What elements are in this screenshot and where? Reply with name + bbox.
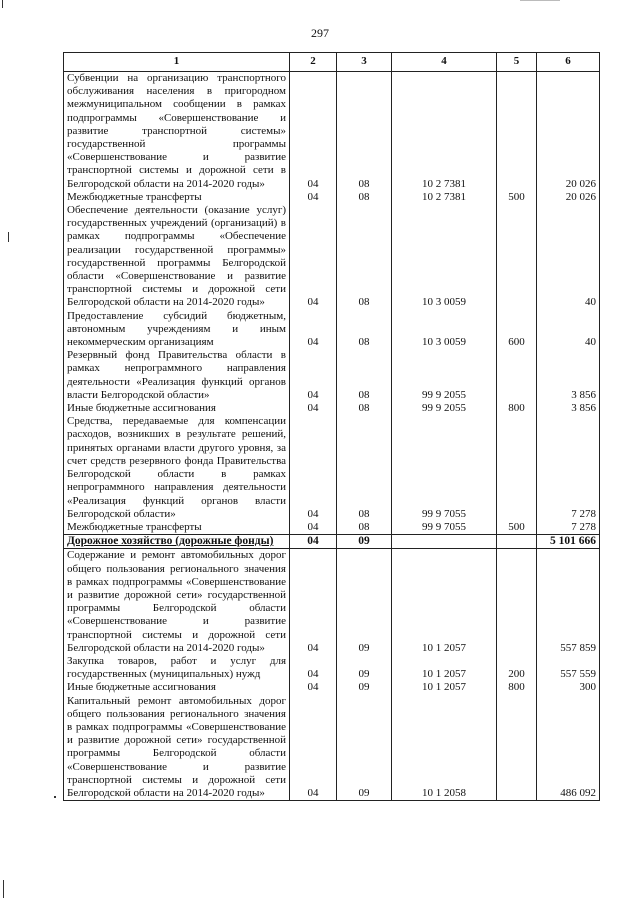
row-amount: 3 856 — [537, 402, 600, 415]
row-subsection: 08 — [337, 204, 392, 310]
table-row-section-total — [64, 535, 600, 549]
row-description: Содержание и ремонт автомобильных дорог общего пользования регионального значения в рамках подпрограммы «Совершенствование и развитие дорожной сети» государственной программы Белгородской области «Совершенствование и развитие транспортной системы и дорожной сети Белгородской области на 2014-2020 годы» — [64, 549, 290, 655]
row-expense-type: 200 — [497, 655, 537, 681]
table-row — [64, 72, 600, 191]
col-header: 6 — [537, 53, 600, 72]
row-section: 04 — [290, 655, 337, 681]
table-row — [64, 549, 600, 655]
row-subsection: 09 — [337, 655, 392, 681]
row-amount: 5 101 666 — [537, 535, 600, 549]
row-amount: 557 559 — [537, 655, 600, 681]
table-row — [64, 521, 600, 535]
row-description: Резервный фонд Правительства области в рамках непрограммного направления деятельности «Реализация функций органов власти Белгородской области» — [64, 349, 290, 402]
row-description: Межбюджетные трансферты — [64, 521, 290, 535]
col-header: 4 — [392, 53, 497, 72]
row-description: Иные бюджетные ассигнования — [64, 402, 290, 415]
row-expense-type — [497, 349, 537, 402]
row-section: 04 — [290, 549, 337, 655]
table-row — [64, 310, 600, 350]
row-description: Дорожное хозяйство (дорожные фонды) — [64, 535, 290, 549]
row-amount: 7 278 — [537, 521, 600, 535]
row-subsection: 08 — [337, 191, 392, 204]
row-expense-type: 800 — [497, 402, 537, 415]
row-subsection: 09 — [337, 549, 392, 655]
row-expense-type — [497, 415, 537, 521]
row-target-article: 10 3 0059 — [392, 204, 497, 310]
row-amount: 40 — [537, 204, 600, 310]
row-section: 04 — [290, 695, 337, 801]
row-subsection: 09 — [337, 681, 392, 694]
row-target-article: 10 2 7381 — [392, 191, 497, 204]
row-expense-type — [497, 204, 537, 310]
row-description: Предоставление субсидий бюджетным, автономным учреждениям и иным некоммерческим организациям — [64, 310, 290, 350]
row-amount: 486 092 — [537, 695, 600, 801]
col-header: 2 — [290, 53, 337, 72]
row-section: 04 — [290, 72, 337, 191]
row-target-article: 10 3 0059 — [392, 310, 497, 350]
row-amount: 7 278 — [537, 415, 600, 521]
row-expense-type: 600 — [497, 310, 537, 350]
row-subsection: 08 — [337, 72, 392, 191]
row-expense-type: 500 — [497, 521, 537, 535]
table-row — [64, 695, 600, 801]
table-row — [64, 349, 600, 402]
scan-mark-side-2 — [3, 880, 4, 898]
row-section: 04 — [290, 535, 337, 549]
row-expense-type: 800 — [497, 681, 537, 694]
row-target-article: 10 1 2058 — [392, 695, 497, 801]
table-row — [64, 402, 600, 415]
col-header: 3 — [337, 53, 392, 72]
row-amount: 300 — [537, 681, 600, 694]
row-subsection: 08 — [337, 310, 392, 350]
row-target-article: 99 9 7055 — [392, 415, 497, 521]
row-section: 04 — [290, 402, 337, 415]
row-section: 04 — [290, 681, 337, 694]
table-row — [64, 681, 600, 694]
row-amount: 20 026 — [537, 191, 600, 204]
row-target-article: 10 1 2057 — [392, 549, 497, 655]
row-expense-type — [497, 549, 537, 655]
header-row — [64, 53, 600, 72]
budget-table — [63, 52, 600, 801]
row-amount: 20 026 — [537, 72, 600, 191]
row-expense-type: 500 — [497, 191, 537, 204]
row-target-article: 10 1 2057 — [392, 655, 497, 681]
row-target-article: 99 9 7055 — [392, 521, 497, 535]
table-row — [64, 204, 600, 310]
row-description: Субвенции на организацию транспортного обслуживания населения в пригородном межмуниципальном сообщении в рамках подпрограммы «Совершенствование и развитие транспортной системы» государственной программы «Совершенствование и развитие транспортной системы и дорожной сети в Белгородской области на 2014-2020 годы» — [64, 72, 290, 191]
row-subsection: 08 — [337, 521, 392, 535]
row-section: 04 — [290, 415, 337, 521]
row-section: 04 — [290, 310, 337, 350]
row-subsection: 08 — [337, 415, 392, 521]
row-description: Закупка товаров, работ и услуг для государственных (муниципальных) нужд — [64, 655, 290, 681]
scan-mark-side-1 — [8, 232, 9, 242]
table-row — [64, 191, 600, 204]
table-row — [64, 415, 600, 521]
row-amount: 40 — [537, 310, 600, 350]
row-target-article: 99 9 2055 — [392, 402, 497, 415]
row-target-article: 99 9 2055 — [392, 349, 497, 402]
scan-mark-left — [2, 0, 3, 8]
row-subsection: 09 — [337, 695, 392, 801]
row-description: Межбюджетные трансферты — [64, 191, 290, 204]
row-target-article: 10 2 7381 — [392, 72, 497, 191]
col-header: 5 — [497, 53, 537, 72]
row-section: 04 — [290, 191, 337, 204]
row-target-article: 10 1 2057 — [392, 681, 497, 694]
row-expense-type — [497, 695, 537, 801]
table-row — [64, 655, 600, 681]
row-subsection: 08 — [337, 349, 392, 402]
scan-mark-top-right — [520, 0, 560, 1]
row-description: Средства, передаваемые для компенсации расходов, возникших в результате решений, принятых органами власти другого уровня, за счет средств резервного фонда Правительства Белгородской области в рамках непрограммного направления деятельности «Реализация функций органов власти Белгородской области» — [64, 415, 290, 521]
row-amount: 557 859 — [537, 549, 600, 655]
row-expense-type — [497, 72, 537, 191]
row-subsection: 08 — [337, 402, 392, 415]
row-description: Обеспечение деятельности (оказание услуг) государственных учреждений (организаций) в рамках подпрограммы «Обеспечение реализации государственной программы» государственной программы Белгородской области «Совершенствование и развитие транспортной системы и дорожной сети Белгородской области на 2014-2020 годы» — [64, 204, 290, 310]
row-description: Иные бюджетные ассигнования — [64, 681, 290, 694]
row-description: Капитальный ремонт автомобильных дорог общего пользования регионального значения в рамках подпрограммы «Совершенствование и развитие дорожной сети» государственной программы Белгородской области «Совершенствование и развитие транспортной системы и дорожной сети Белгородской области на 2014-2020 годы» — [64, 695, 290, 801]
row-section: 04 — [290, 349, 337, 402]
col-header: 1 — [64, 53, 290, 72]
scan-dot — [54, 796, 56, 798]
row-subsection: 09 — [337, 535, 392, 549]
row-target-article — [392, 535, 497, 549]
row-amount: 3 856 — [537, 349, 600, 402]
row-section: 04 — [290, 204, 337, 310]
page-number: 297 — [311, 26, 329, 40]
row-section: 04 — [290, 521, 337, 535]
row-expense-type — [497, 535, 537, 549]
